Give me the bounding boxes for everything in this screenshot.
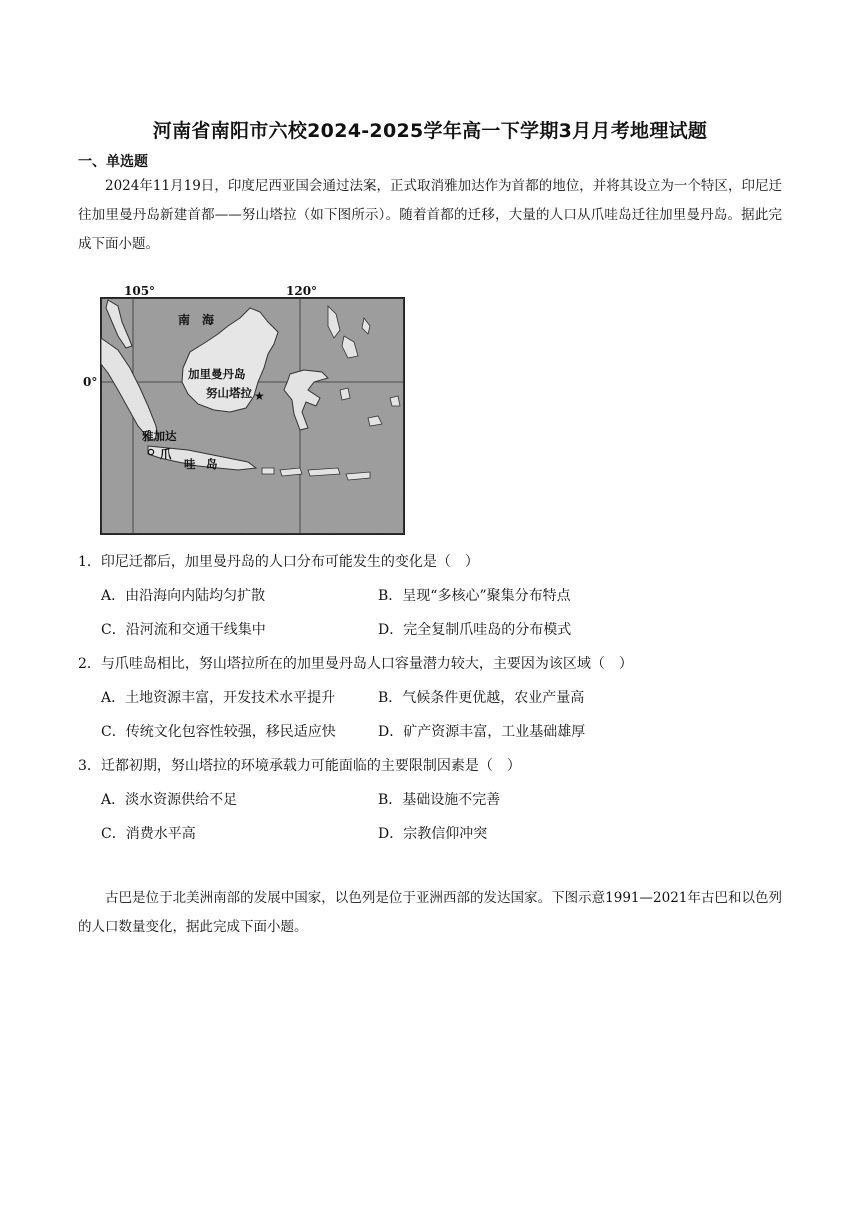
jakarta-label: 雅加达	[142, 429, 177, 443]
java-label-2: 哇	[184, 457, 196, 471]
question-3-option-a[interactable]: A．淡水资源供给不足	[101, 792, 238, 808]
question-1-option-a[interactable]: A．由沿海向内陆均匀扩散	[101, 588, 266, 604]
question-2-option-d[interactable]: D．矿产资源丰富，工业基础雄厚	[378, 724, 586, 740]
lon-105-label: 105°	[124, 284, 156, 298]
question-3-stem: 3．迁都初期，努山塔拉的环境承载力可能面临的主要限制因素是（ ）	[78, 758, 521, 774]
nusantara-label: 努山塔拉	[206, 386, 252, 400]
question-1-option-d[interactable]: D．完全复制爪哇岛的分布模式	[378, 622, 572, 638]
lon-120-label: 120°	[286, 284, 318, 298]
south-china-sea-label: 南 海	[178, 313, 215, 327]
intro-paragraph-1: 2024年11月19日，印度尼西亚国会通过法案，正式取消雅加达作为首都的地位，并将其设立为一个特区，印尼迁往加里曼丹岛新建首都——努山塔拉（如下图所示）。随着首都的迁移，大量的人口从爪哇岛迁往加里曼丹岛。据此完成下面小题。	[78, 178, 782, 252]
java-label-1: 爪	[160, 447, 172, 461]
question-1-stem: 1．印尼迁都后，加里曼丹岛的人口分布可能发生的变化是（ ）	[78, 554, 479, 570]
question-3-option-b[interactable]: B．基础设施不完善	[378, 792, 501, 808]
equator-label: 0°	[83, 375, 98, 389]
indonesia-map	[78, 278, 408, 536]
question-2-stem: 2．与爪哇岛相比，努山塔拉所在的加里曼丹岛人口容量潜力较大，主要因为该区域（ ）	[78, 656, 633, 672]
question-2-option-c[interactable]: C．传统文化包容性较强，移民适应快	[101, 724, 336, 740]
section-heading: 一、单选题	[78, 154, 148, 170]
page-title: 河南省南阳市六校2024-2025学年高一下学期3月月考地理试题	[152, 120, 708, 142]
question-3-option-d[interactable]: D．宗教信仰冲突	[378, 826, 488, 842]
nusantara-star-icon: ★	[254, 389, 265, 403]
question-1-option-c[interactable]: C．沿河流和交通干线集中	[101, 622, 266, 638]
question-1-option-b[interactable]: B．呈现“多核心”聚集分布特点	[378, 588, 571, 604]
kalimantan-label: 加里曼丹岛	[188, 367, 246, 381]
intro-paragraph-2: 古巴是位于北美洲南部的发展中国家，以色列是位于亚洲西部的发达国家。下图示意1991—2021年古巴和以色列的人口数量变化，据此完成下面小题。	[78, 890, 782, 935]
question-3-option-c[interactable]: C．消费水平高	[101, 826, 196, 842]
java-label-3: 岛	[206, 457, 218, 471]
question-2-option-b[interactable]: B．气候条件更优越，农业产量高	[378, 690, 585, 706]
question-2-option-a[interactable]: A．土地资源丰富，开发技术水平提升	[101, 690, 336, 706]
